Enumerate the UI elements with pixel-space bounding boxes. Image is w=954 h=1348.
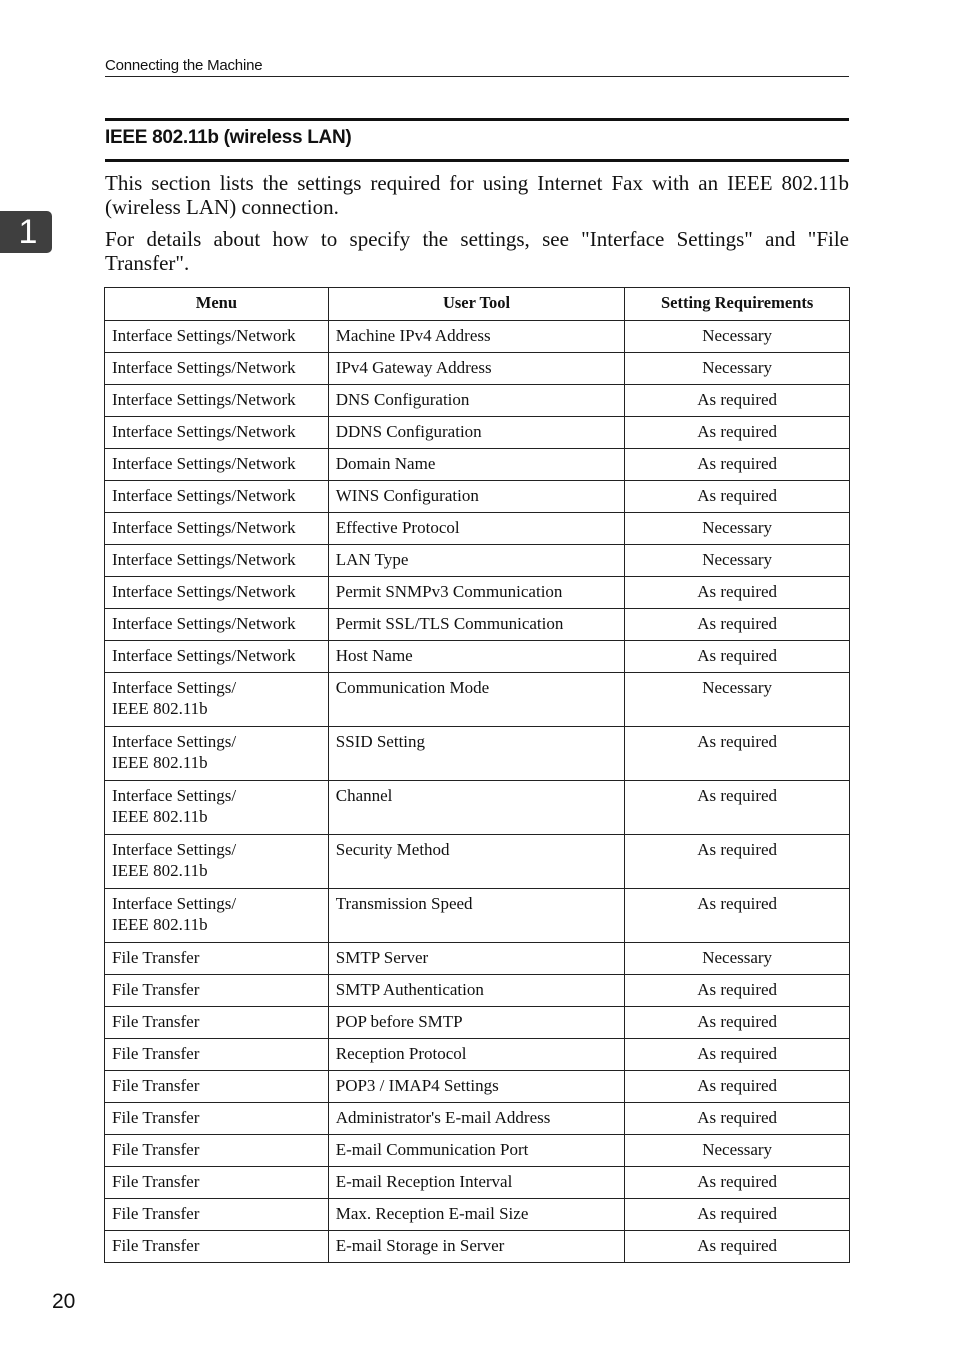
- menu-text: Interface Settings/Network: [112, 550, 296, 569]
- setting-requirement-cell: Necessary: [625, 321, 850, 353]
- table-row: [105, 321, 850, 353]
- menu-cell: [105, 353, 329, 385]
- table-row: [105, 727, 850, 781]
- setting-requirement-cell: As required: [625, 727, 850, 781]
- table-row: [105, 1039, 850, 1071]
- menu-text: Interface Settings/: [112, 732, 237, 751]
- menu-cell: [105, 1039, 329, 1071]
- user-tool-cell: Max. Reception E-mail Size: [328, 1199, 625, 1231]
- menu-cell: [105, 727, 329, 781]
- table-row: [105, 1231, 850, 1263]
- page-number: 20: [52, 1290, 76, 1313]
- user-tool-cell: IPv4 Gateway Address: [328, 353, 625, 385]
- table-row: [105, 449, 850, 481]
- user-tool-cell: Permit SSL/TLS Communication: [328, 609, 625, 641]
- menu-text: IEEE 802.11b: [112, 861, 208, 880]
- user-tool-cell: Host Name: [328, 641, 625, 673]
- menu-text: File Transfer: [112, 1140, 200, 1159]
- menu-cell: [105, 417, 329, 449]
- menu-text: File Transfer: [112, 1204, 200, 1223]
- menu-cell: [105, 1167, 329, 1199]
- menu-cell: [105, 943, 329, 975]
- user-tool-cell: DDNS Configuration: [328, 417, 625, 449]
- user-tool-cell: LAN Type: [328, 545, 625, 577]
- table-row: [105, 417, 850, 449]
- setting-requirement-cell: As required: [625, 449, 850, 481]
- menu-cell: [105, 1103, 329, 1135]
- setting-requirement-cell: As required: [625, 385, 850, 417]
- setting-requirement-cell: As required: [625, 1039, 850, 1071]
- setting-requirement-cell: As required: [625, 481, 850, 513]
- menu-cell: [105, 1135, 329, 1167]
- intro-paragraph: This section lists the settings required for using Internet Fax with an IEEE 802.11b (wireless LAN) connection.: [105, 171, 849, 219]
- column-header-setting-requirements: Setting Requirements: [625, 288, 850, 321]
- menu-cell: [105, 321, 329, 353]
- menu-cell: [105, 577, 329, 609]
- setting-requirement-cell: As required: [625, 577, 850, 609]
- user-tool-cell: SMTP Server: [328, 943, 625, 975]
- menu-cell: [105, 673, 329, 727]
- user-tool-cell: Administrator's E-mail Address: [328, 1103, 625, 1135]
- menu-text: File Transfer: [112, 1076, 200, 1095]
- user-tool-cell: Permit SNMPv3 Communication: [328, 577, 625, 609]
- menu-text: Interface Settings/Network: [112, 326, 296, 345]
- menu-text: Interface Settings/Network: [112, 582, 296, 601]
- menu-text: File Transfer: [112, 948, 200, 967]
- table-row: [105, 513, 850, 545]
- settings-table: [104, 287, 850, 1263]
- menu-text: IEEE 802.11b: [112, 915, 208, 934]
- menu-text: IEEE 802.11b: [112, 699, 208, 718]
- user-tool-cell: E-mail Reception Interval: [328, 1167, 625, 1199]
- setting-requirement-cell: As required: [625, 417, 850, 449]
- user-tool-cell: POP3 / IMAP4 Settings: [328, 1071, 625, 1103]
- menu-text: Interface Settings/Network: [112, 390, 296, 409]
- menu-cell: [105, 835, 329, 889]
- user-tool-cell: SMTP Authentication: [328, 975, 625, 1007]
- menu-text: Interface Settings/: [112, 894, 237, 913]
- menu-cell: [105, 449, 329, 481]
- menu-cell: [105, 385, 329, 417]
- menu-text: File Transfer: [112, 1044, 200, 1063]
- setting-requirement-cell: Necessary: [625, 353, 850, 385]
- table-row: [105, 835, 850, 889]
- chapter-tab: 1: [0, 211, 52, 253]
- user-tool-cell: Security Method: [328, 835, 625, 889]
- table-row: [105, 781, 850, 835]
- table-row: [105, 889, 850, 943]
- menu-cell: [105, 889, 329, 943]
- table-row: [105, 353, 850, 385]
- user-tool-cell: Domain Name: [328, 449, 625, 481]
- user-tool-cell: E-mail Storage in Server: [328, 1231, 625, 1263]
- setting-requirement-cell: Necessary: [625, 673, 850, 727]
- column-header-user-tool: User Tool: [328, 288, 625, 321]
- menu-text: Interface Settings/Network: [112, 358, 296, 377]
- setting-requirement-cell: As required: [625, 1103, 850, 1135]
- menu-text: Interface Settings/Network: [112, 454, 296, 473]
- menu-cell: [105, 1071, 329, 1103]
- section-title: IEEE 802.11b (wireless LAN): [105, 118, 849, 162]
- setting-requirement-cell: As required: [625, 889, 850, 943]
- menu-cell: [105, 545, 329, 577]
- menu-cell: [105, 481, 329, 513]
- setting-requirement-cell: As required: [625, 1167, 850, 1199]
- menu-cell: [105, 1231, 329, 1263]
- menu-text: Interface Settings/Network: [112, 518, 296, 537]
- table-row: [105, 641, 850, 673]
- user-tool-cell: Effective Protocol: [328, 513, 625, 545]
- menu-cell: [105, 641, 329, 673]
- setting-requirement-cell: As required: [625, 1071, 850, 1103]
- menu-text: File Transfer: [112, 1108, 200, 1127]
- menu-text: File Transfer: [112, 1236, 200, 1255]
- menu-text: Interface Settings/: [112, 786, 237, 805]
- menu-text: IEEE 802.11b: [112, 807, 208, 826]
- menu-cell: [105, 513, 329, 545]
- table-row: [105, 545, 850, 577]
- menu-text: Interface Settings/: [112, 678, 237, 697]
- setting-requirement-cell: As required: [625, 1231, 850, 1263]
- table-row: [105, 1103, 850, 1135]
- user-tool-cell: Communication Mode: [328, 673, 625, 727]
- menu-text: Interface Settings/: [112, 840, 237, 859]
- setting-requirement-cell: As required: [625, 835, 850, 889]
- user-tool-cell: E-mail Communication Port: [328, 1135, 625, 1167]
- table-row: [105, 1071, 850, 1103]
- user-tool-cell: Reception Protocol: [328, 1039, 625, 1071]
- menu-cell: [105, 609, 329, 641]
- user-tool-cell: SSID Setting: [328, 727, 625, 781]
- setting-requirement-cell: As required: [625, 609, 850, 641]
- menu-cell: [105, 1199, 329, 1231]
- user-tool-cell: POP before SMTP: [328, 1007, 625, 1039]
- table-row: [105, 1007, 850, 1039]
- setting-requirement-cell: Necessary: [625, 545, 850, 577]
- table-row: [105, 943, 850, 975]
- setting-requirement-cell: As required: [625, 975, 850, 1007]
- menu-text: File Transfer: [112, 1172, 200, 1191]
- table-row: [105, 1167, 850, 1199]
- menu-text: File Transfer: [112, 980, 200, 999]
- table-row: [105, 1199, 850, 1231]
- user-tool-cell: Channel: [328, 781, 625, 835]
- table-row: [105, 609, 850, 641]
- setting-requirement-cell: Necessary: [625, 943, 850, 975]
- user-tool-cell: Machine IPv4 Address: [328, 321, 625, 353]
- setting-requirement-cell: As required: [625, 1199, 850, 1231]
- setting-requirement-cell: As required: [625, 1007, 850, 1039]
- table-body: [105, 321, 850, 1263]
- setting-requirement-cell: As required: [625, 781, 850, 835]
- setting-requirement-cell: Necessary: [625, 513, 850, 545]
- table-row: [105, 481, 850, 513]
- table-header-row: [105, 288, 850, 321]
- details-paragraph: For details about how to specify the settings, see "Interface Settings" and "File Transfer".: [105, 227, 849, 275]
- menu-cell: [105, 781, 329, 835]
- menu-text: Interface Settings/Network: [112, 422, 296, 441]
- user-tool-cell: DNS Configuration: [328, 385, 625, 417]
- column-header-menu: Menu: [105, 288, 329, 321]
- user-tool-cell: WINS Configuration: [328, 481, 625, 513]
- menu-text: IEEE 802.11b: [112, 753, 208, 772]
- menu-cell: [105, 975, 329, 1007]
- setting-requirement-cell: Necessary: [625, 1135, 850, 1167]
- running-header: Connecting the Machine: [105, 57, 849, 77]
- table-row: [105, 975, 850, 1007]
- table-row: [105, 1135, 850, 1167]
- menu-text: Interface Settings/Network: [112, 646, 296, 665]
- table-row: [105, 385, 850, 417]
- menu-text: Interface Settings/Network: [112, 614, 296, 633]
- user-tool-cell: Transmission Speed: [328, 889, 625, 943]
- menu-text: Interface Settings/Network: [112, 486, 296, 505]
- menu-text: File Transfer: [112, 1012, 200, 1031]
- setting-requirement-cell: As required: [625, 641, 850, 673]
- table-row: [105, 673, 850, 727]
- table-row: [105, 577, 850, 609]
- menu-cell: [105, 1007, 329, 1039]
